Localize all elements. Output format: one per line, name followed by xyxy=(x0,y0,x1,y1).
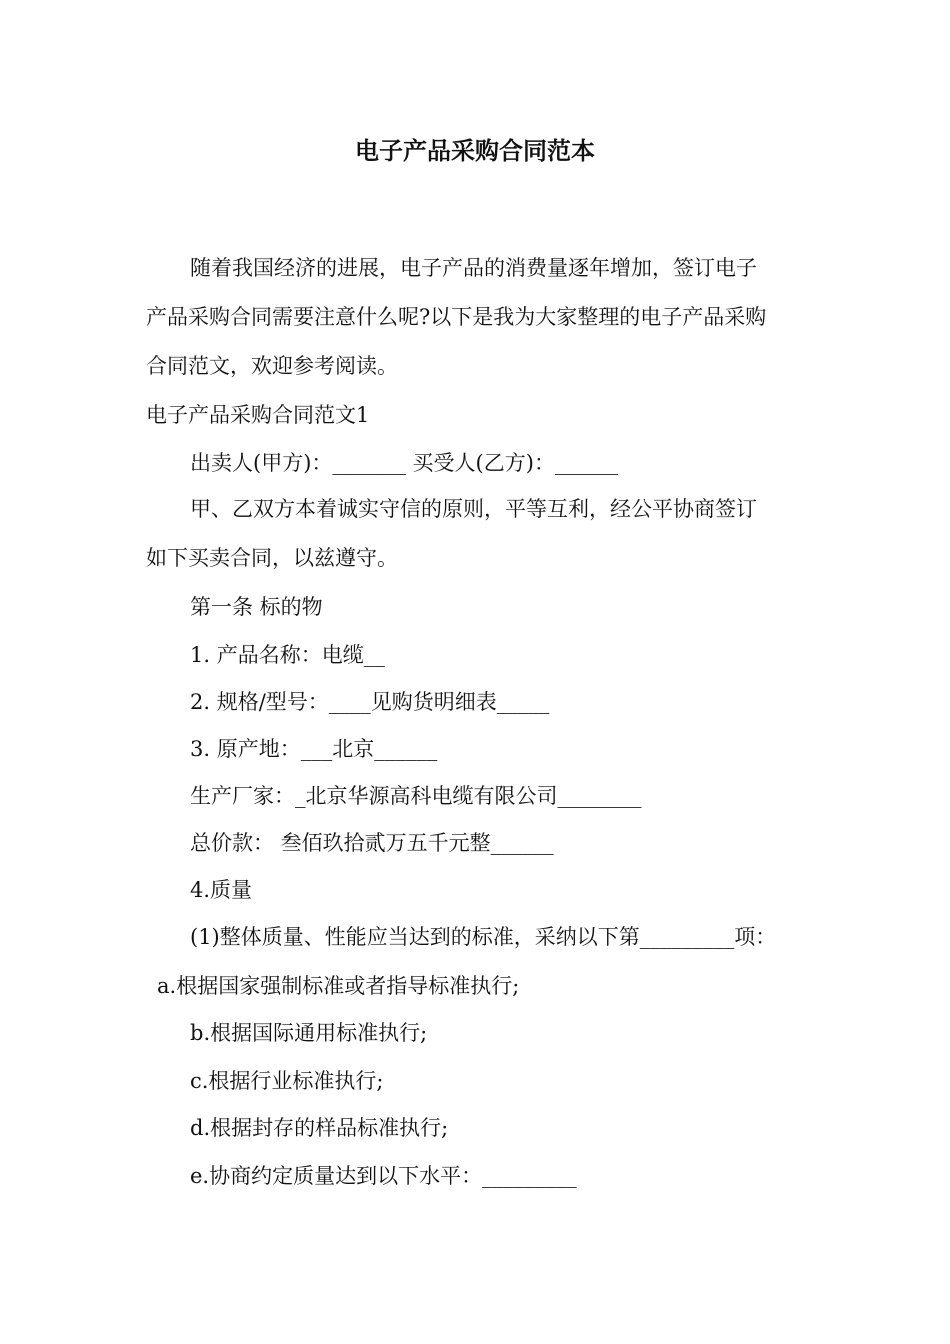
spec-line: 2. 规格/型号：____见购货明细表_____ xyxy=(190,690,550,714)
quality-option-b: b.根据国际通用标准执行; xyxy=(190,1021,428,1045)
intro-line-1: 随着我国经济的进展，电子产品的消费量逐年增加，签订电子 xyxy=(190,256,757,280)
manufacturer-line: 生产厂家：_北京华源高科电缆有限公司________ xyxy=(190,784,642,808)
intro-line-2: 产品采购合同需要注意什么呢?以下是我为大家整理的电子产品采购 xyxy=(146,305,767,329)
quality-standard-line: (1)整体质量、性能应当达到的标准，采纳以下第_________项： xyxy=(190,925,777,949)
quality-option-e: e.协商约定质量达到以下水平：_________ xyxy=(190,1164,577,1188)
quality-heading: 4.质量 xyxy=(190,878,253,902)
total-price-line: 总价款： 叁佰玖拾贰万五千元整______ xyxy=(190,831,554,855)
section-heading: 电子产品采购合同范文1 xyxy=(146,403,370,427)
quality-option-a: a.根据国家强制标准或者指导标准执行; xyxy=(157,974,520,998)
intro-line-3: 合同范文，欢迎参考阅读。 xyxy=(146,354,398,378)
quality-option-c: c.根据行业标准执行; xyxy=(190,1069,384,1093)
article-one-heading: 第一条 标的物 xyxy=(190,595,323,619)
product-name-line: 1. 产品名称：电缆__ xyxy=(190,643,385,667)
origin-line: 3. 原产地：___北京______ xyxy=(190,737,438,761)
quality-option-d: d.根据封存的样品标准执行; xyxy=(190,1116,449,1140)
document-title: 电子产品采购合同范本 xyxy=(355,137,595,165)
parties-line: 出卖人(甲方)：_______ 买受人(乙方)：______ xyxy=(190,451,618,475)
preamble-line-2: 如下买卖合同，以兹遵守。 xyxy=(146,546,398,570)
preamble-line-1: 甲、乙双方本着诚实守信的原则，平等互利，经公平协商签订 xyxy=(190,497,757,521)
